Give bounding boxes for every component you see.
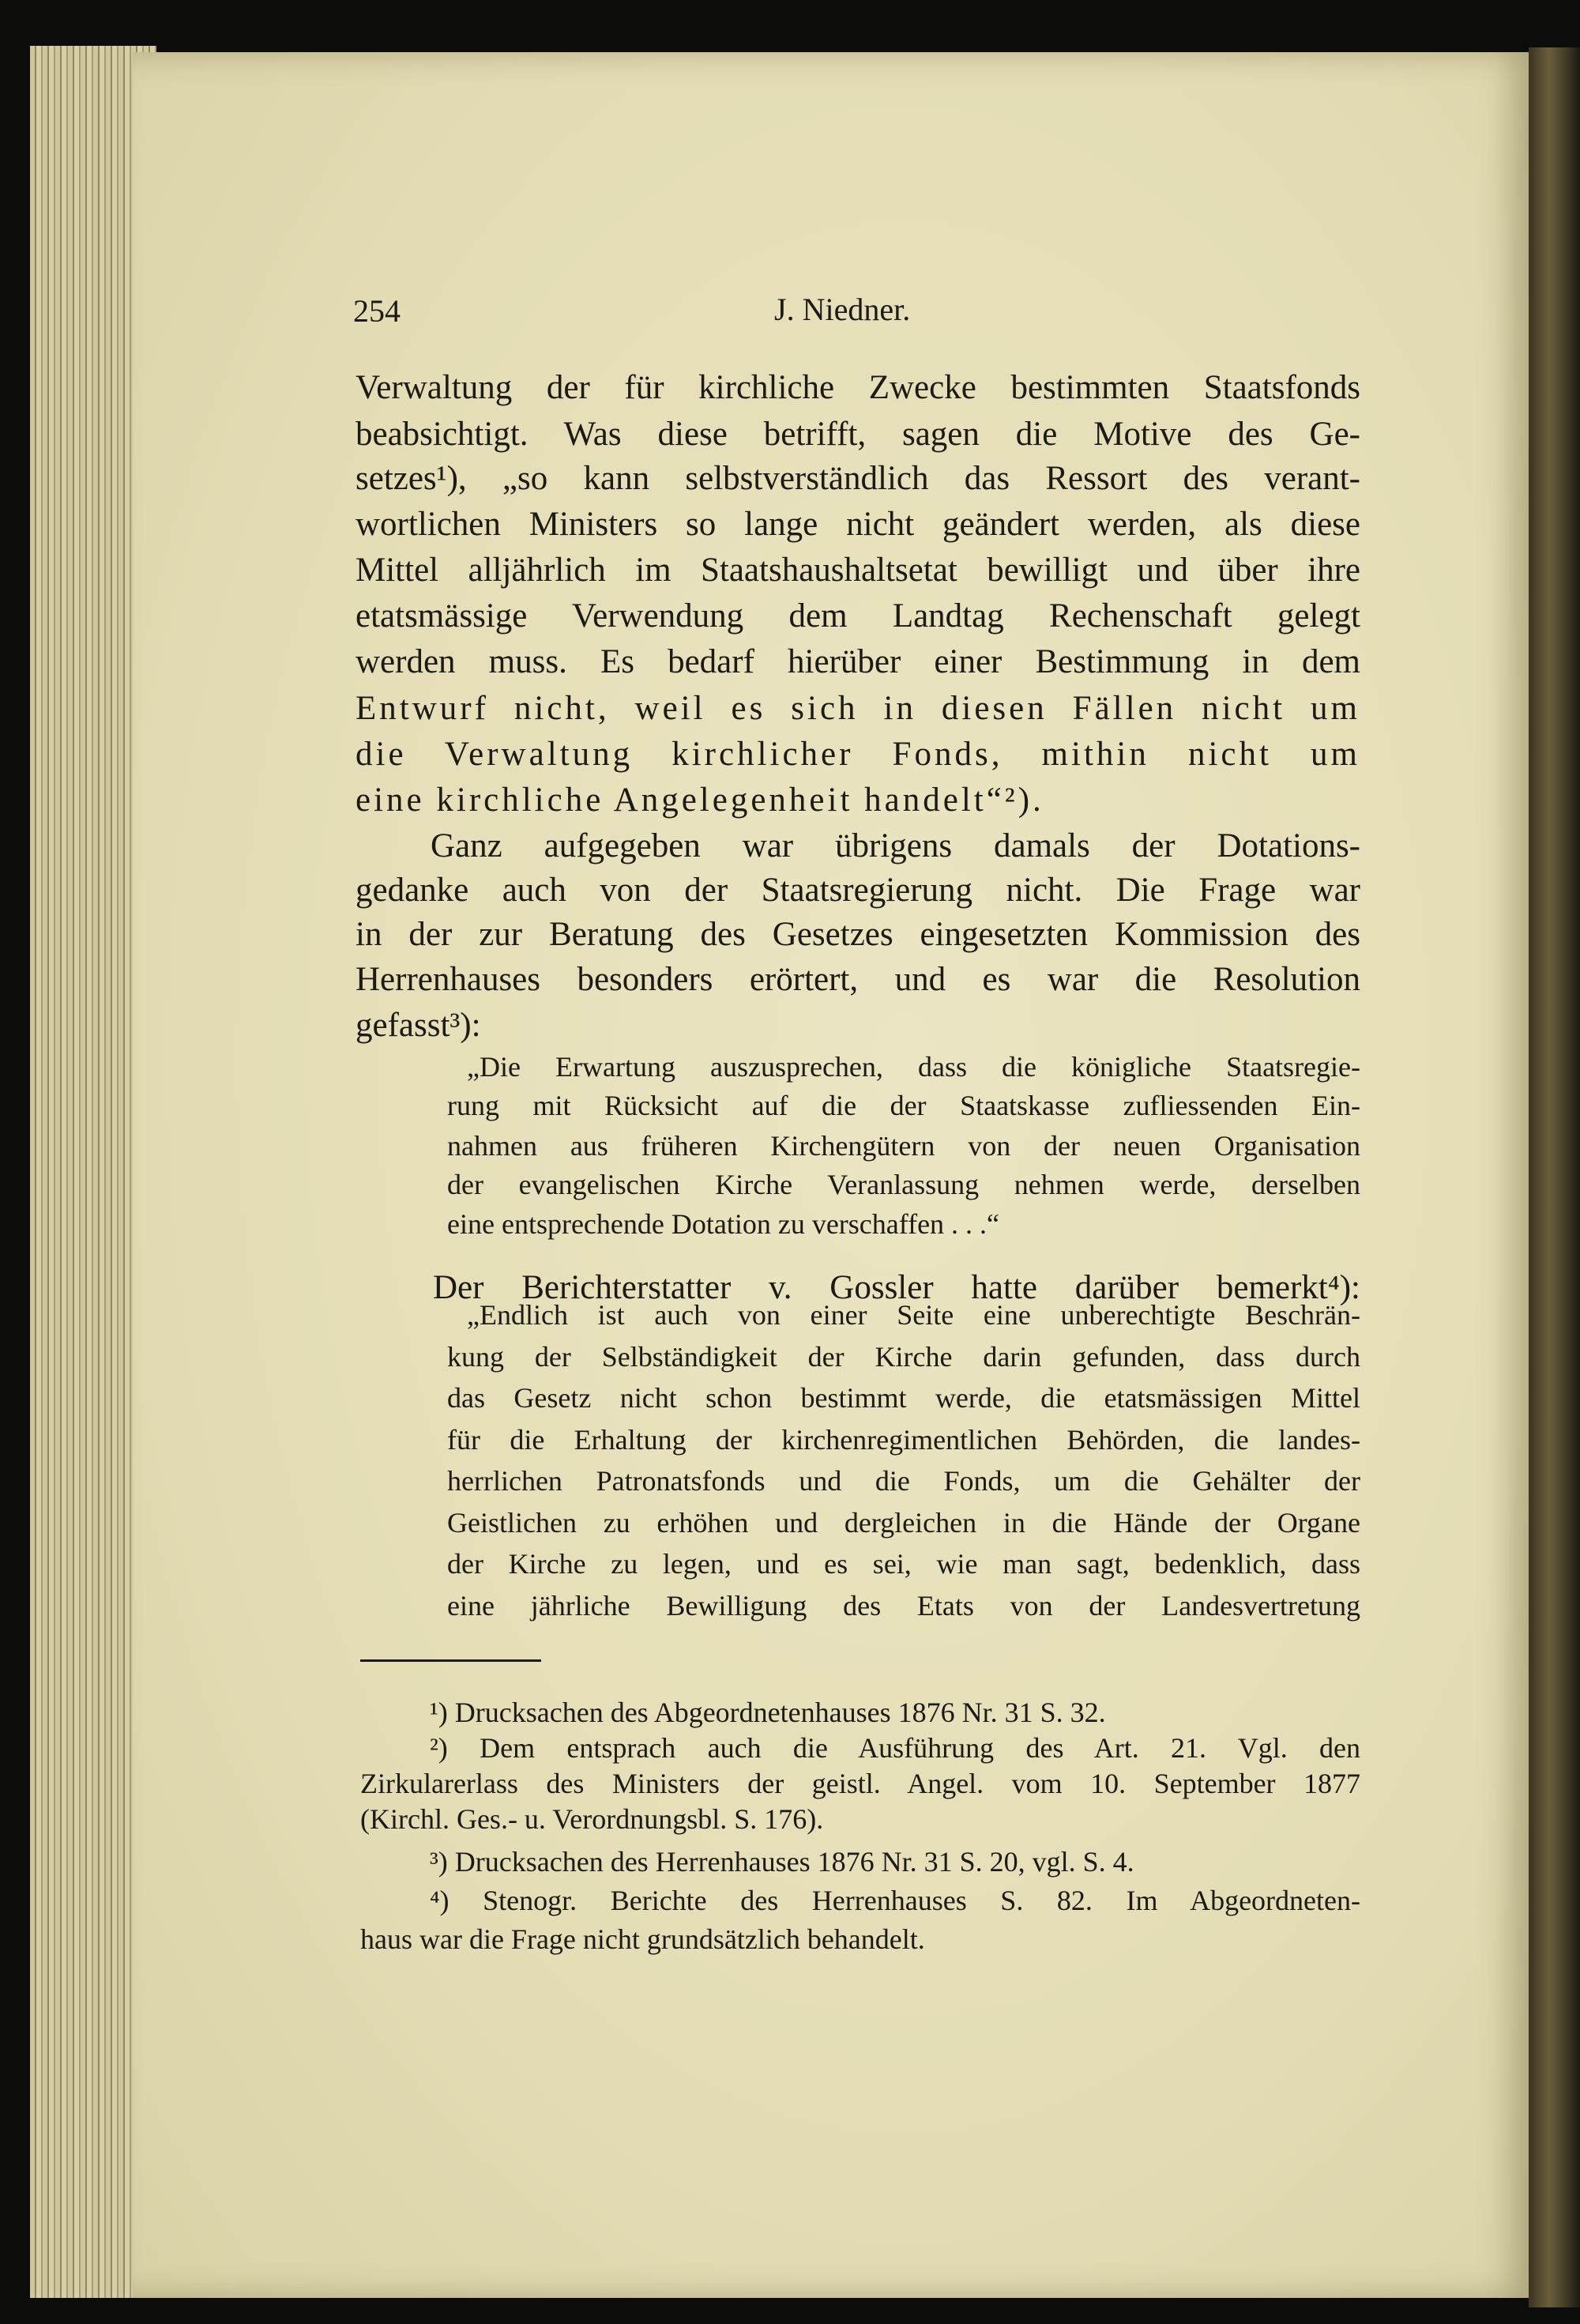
text-line: das Gesetz nicht schon bestimmt werde, die etatsmässigen Mittel xyxy=(447,1382,1360,1414)
text-line: für die Erhaltung der kirchenregimentlichen Behörden, die landes- xyxy=(447,1424,1360,1456)
text-line: eine kirchliche Angelegenheit handelt“²). xyxy=(356,782,1044,819)
text-line: die Verwaltung kirchlicher Fonds, mithin nicht um xyxy=(356,736,1360,773)
text-line: ⁴) Stenogr. Berichte des Herrenhauses S. 82. Im Abgeordneten- xyxy=(430,1885,1360,1916)
text-line: rung mit Rücksicht auf die der Staatskasse zufliessenden Ein- xyxy=(447,1090,1360,1121)
text-line: Entwurf nicht, weil es sich in diesen Fällen nicht um xyxy=(356,690,1360,727)
text-line: Geistlichen zu erhöhen und dergleichen in die Hände der Organe xyxy=(447,1507,1360,1539)
text-line: herrlichen Patronatsfonds und die Fonds, um die Gehälter der xyxy=(447,1465,1360,1497)
text-line: ³) Drucksachen des Herrenhauses 1876 Nr. 31 S. 20, vgl. S. 4. xyxy=(430,1846,1134,1878)
text-line: Verwaltung der für kirchliche Zwecke bestimmten Staatsfonds xyxy=(356,369,1360,406)
text-line: Herrenhauses besonders erörtert, und es war die Resolution xyxy=(356,961,1360,998)
text-line: gefasst³): xyxy=(356,1007,481,1044)
text-line: „Die Erwartung auszusprechen, dass die königliche Staatsregie- xyxy=(467,1051,1360,1083)
text-line: wortlichen Ministers so lange nicht geändert werden, als diese xyxy=(356,506,1360,543)
text-line: Der Berichterstatter v. Gossler hatte darüber bemerkt⁴): xyxy=(433,1269,1360,1306)
footnote-rule xyxy=(360,1659,541,1662)
text-line: eine jährliche Bewilligung des Etats von der Landesvertretung xyxy=(447,1590,1360,1622)
running-title: J. Niedner. xyxy=(774,292,911,327)
text-line: in der zur Beratung des Gesetzes eingesetzten Kommission des xyxy=(356,916,1360,953)
text-line: „Endlich ist auch von einer Seite eine unberechtigte Beschrän- xyxy=(467,1299,1360,1331)
text-line: (Kirchl. Ges.- u. Verordnungsbl. S. 176). xyxy=(360,1803,824,1835)
text-line: Mittel alljährlich im Staatshaushaltsetat bewilligt und über ihre xyxy=(356,552,1360,589)
text-line: der evangelischen Kirche Veranlassung nehmen werde, derselben xyxy=(447,1169,1360,1200)
text-line: setzes¹), „so kann selbstverständlich das Ressort des verant- xyxy=(356,460,1360,497)
text-line: nahmen aus früheren Kirchengütern von der neuen Organisation xyxy=(447,1130,1360,1162)
text-line: beabsichtigt. Was diese betrifft, sagen die Motive des Ge- xyxy=(356,416,1360,453)
text-line: gedanke auch von der Staatsregierung nicht. Die Frage war xyxy=(356,872,1360,909)
text-line: ¹) Drucksachen des Abgeordnetenhauses 1876 Nr. 31 S. 32. xyxy=(430,1697,1106,1728)
text-line: haus war die Frage nicht grundsätzlich behandelt. xyxy=(360,1923,925,1955)
text-line: ²) Dem entsprach auch die Ausführung des Art. 21. Vgl. den xyxy=(430,1732,1360,1764)
text-line: Ganz aufgegeben war übrigens damals der Dotations- xyxy=(431,827,1360,864)
facing-page-gutter xyxy=(1529,47,1580,2307)
text-line: kung der Selbständigkeit der Kirche darin gefunden, dass durch xyxy=(447,1341,1360,1373)
text-line: Zirkularerlass des Ministers der geistl. Angel. vom 10. September 1877 xyxy=(360,1768,1360,1799)
text-line: werden muss. Es bedarf hierüber einer Bestimmung in dem xyxy=(356,643,1360,680)
page-number: 254 xyxy=(353,293,401,329)
text-line: eine entsprechende Dotation zu verschaffen . . .“ xyxy=(447,1208,1000,1240)
text-line: etatsmässige Verwendung dem Landtag Rechenschaft gelegt xyxy=(356,597,1360,635)
text-line: der Kirche zu legen, und es sei, wie man sagt, bedenklich, dass xyxy=(447,1548,1360,1580)
